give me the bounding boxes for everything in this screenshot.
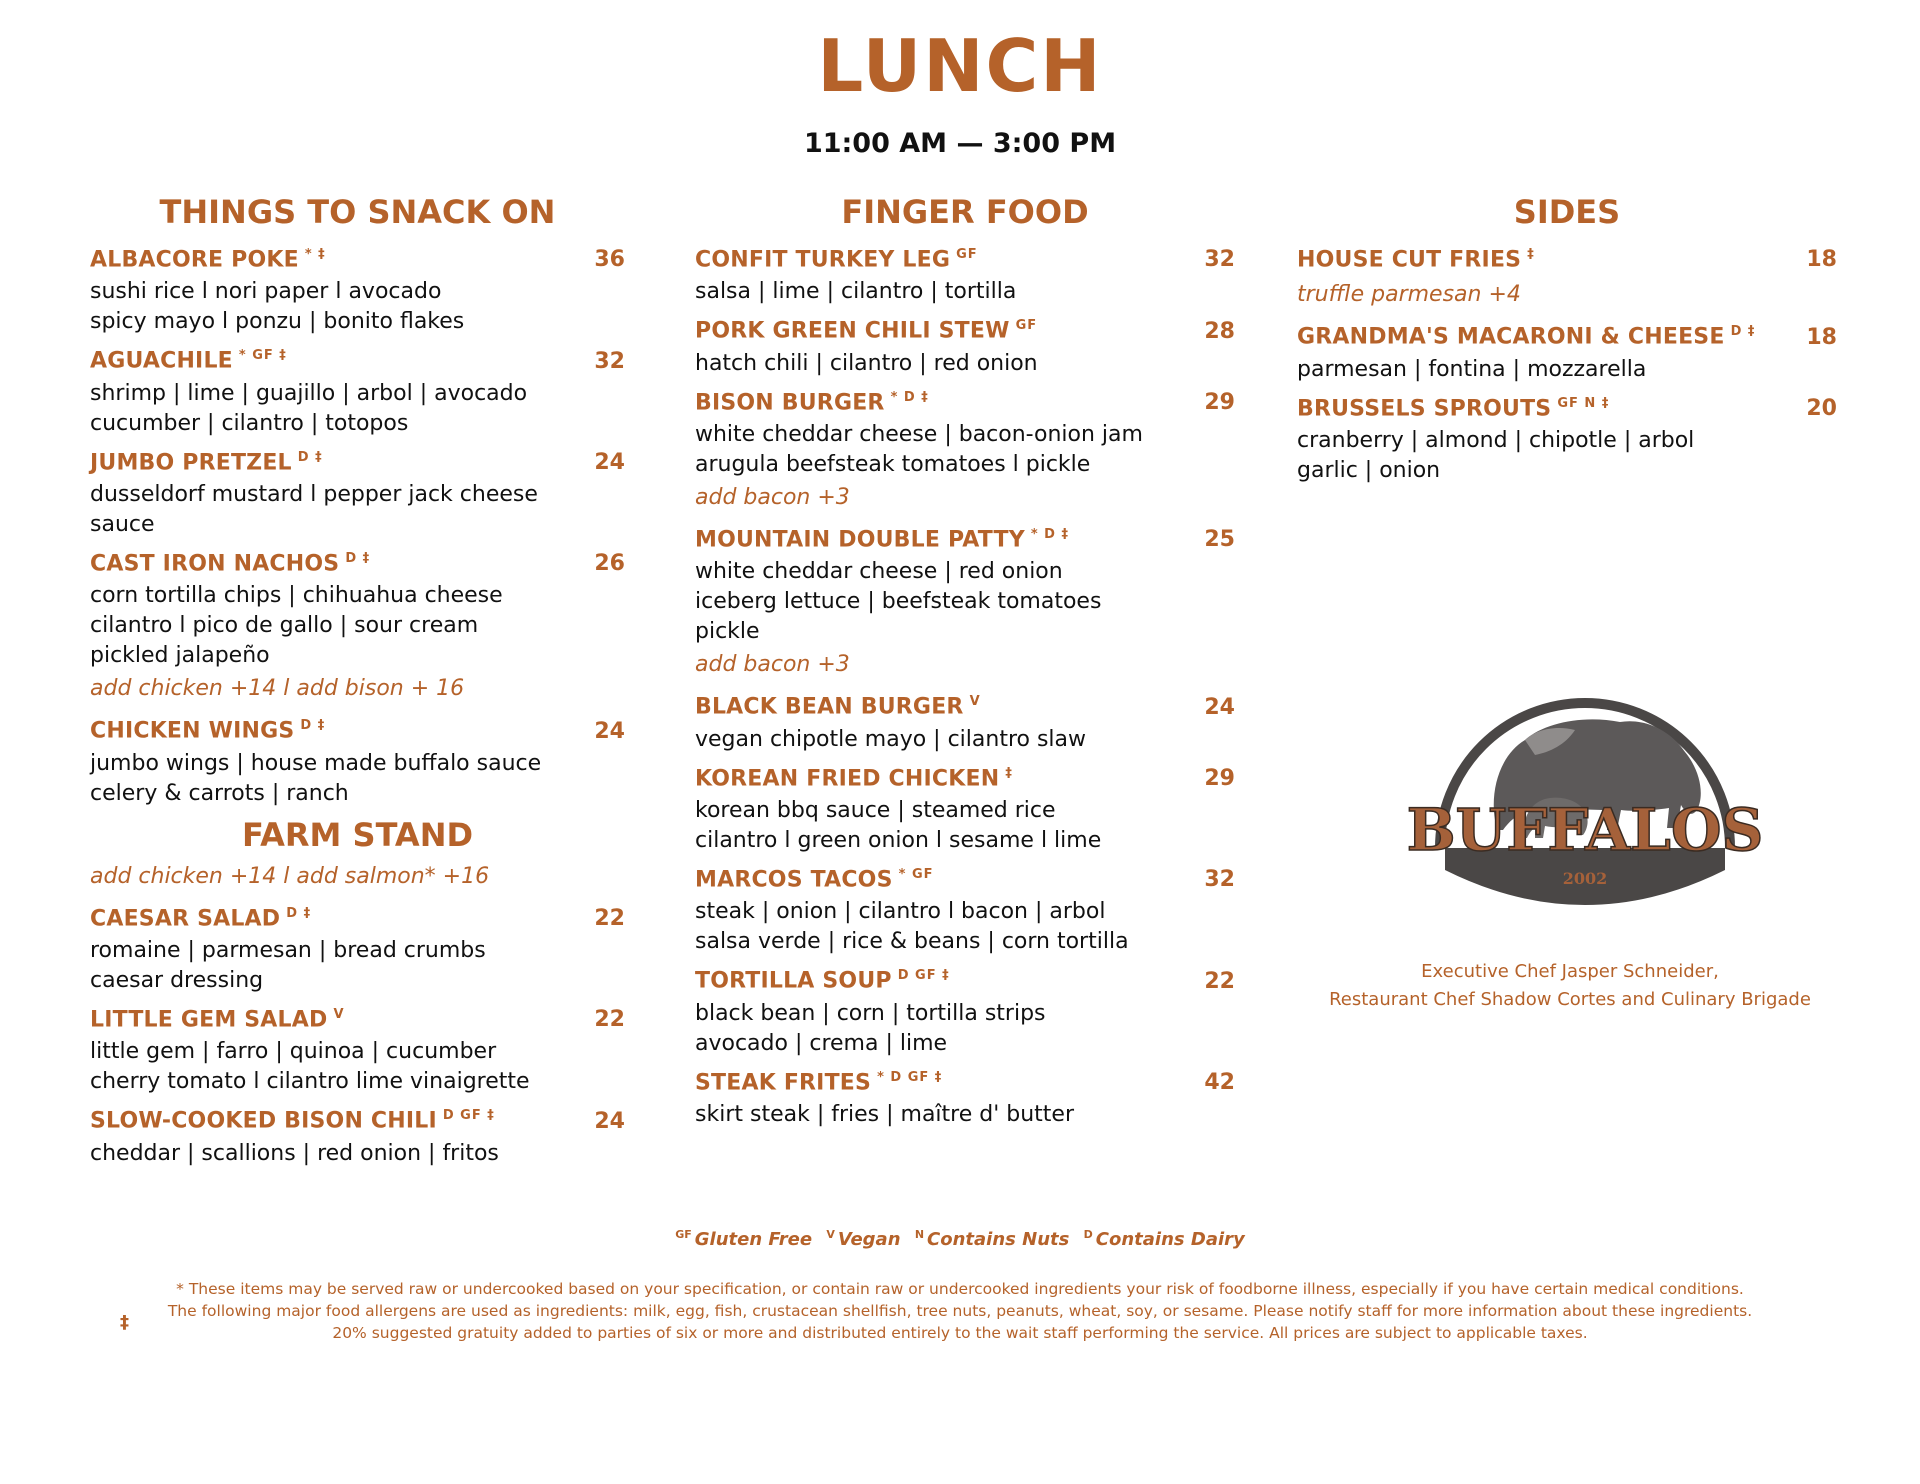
menu-item-description: black bean | corn | tortilla strips	[695, 1000, 1046, 1026]
menu-item-description: avocado | crema | lime	[695, 1030, 948, 1056]
menu-item-description: sushi rice l nori paper l avocado	[90, 279, 442, 305]
menu-item-tags: * D GF ‡	[877, 1069, 943, 1085]
menu-item-addon: add bacon +3	[695, 484, 850, 510]
menu-item-description: white cheddar cheese | red onion	[695, 559, 1063, 585]
snack-items	[90, 238, 625, 809]
footnote-gratuity: 20% suggested gratuity added to parties of six or more and distributed entirely to the wait staff performing the service. All prices are subject to applicable taxes.	[332, 1324, 1588, 1342]
menu-item-name: PORK GREEN CHILI STEW	[695, 318, 1010, 344]
menu-item-tags: * D ‡	[1030, 526, 1069, 542]
menu-item-name: GRANDMA'S MACARONI & CHEESE	[1297, 324, 1725, 350]
menu-item-description: jumbo wings | house made buffalo sauce	[90, 750, 542, 776]
menu-item-name: KOREAN FRIED CHICKEN	[695, 765, 1000, 791]
menu-item-header	[90, 542, 625, 581]
menu-item-description: pickle	[695, 619, 760, 645]
menu-item-header	[90, 238, 625, 277]
menu-item-price: 29	[1204, 765, 1235, 791]
farm-items	[90, 897, 625, 1169]
menu-item-name: MOUNTAIN DOUBLE PATTY	[695, 527, 1025, 553]
menu-item	[695, 757, 1235, 856]
menu-item-description: cranberry | almond | chipotle | arbol	[1297, 427, 1695, 453]
column-sides	[1297, 188, 1837, 486]
menu-item-addon: truffle parmesan +4	[1297, 282, 1521, 308]
menu-item-header	[695, 959, 1235, 998]
menu-item-tags: V	[333, 1006, 345, 1022]
menu-item-tags: D GF ‡	[897, 968, 950, 984]
menu-item	[1297, 387, 1837, 486]
menu-item-tags: * ‡	[304, 247, 326, 262]
menu-item-price: 25	[1204, 527, 1235, 553]
menu-item-description: garlic | onion	[1297, 457, 1441, 483]
menu-item-header	[1297, 238, 1837, 277]
menu-item-description: pickled jalapeño	[90, 643, 270, 669]
menu-item-price: 24	[594, 1108, 625, 1134]
menu-item-description: cilantro l pico de gallo | sour cream	[90, 613, 479, 639]
credits-line-2: Restaurant Chef Shadow Cortes and Culinary Brigade	[1329, 989, 1811, 1010]
sides-items	[1297, 238, 1837, 486]
menu-item-header	[695, 381, 1235, 420]
menu-item-header	[90, 1099, 625, 1138]
menu-item-name: CONFIT TURKEY LEG	[695, 247, 951, 273]
menu-item-description: steak | onion | cilantro l bacon | arbol	[695, 899, 1106, 925]
finger-items	[695, 238, 1235, 1130]
legend-contains-dairy: $^D$ Contains Dairy	[1083, 1228, 1245, 1250]
menu-item-tags: GF N ‡	[1557, 395, 1610, 411]
menu-item-description: skirt steak | fries | maître d' butter	[695, 1101, 1075, 1127]
menu-item-price: 24	[594, 449, 625, 475]
chef-credits	[1300, 958, 1840, 1014]
menu-item	[695, 238, 1235, 307]
allergen-symbol: ‡	[120, 1312, 129, 1333]
menu-item-price: 22	[594, 1007, 625, 1033]
menu-item-description: korean bbq sauce | steamed rice	[695, 797, 1056, 823]
menu-item-price: 32	[594, 348, 625, 374]
menu-item-header	[695, 858, 1235, 897]
menu-item-header	[695, 1061, 1235, 1100]
menu-item-name: LITTLE GEM SALAD	[90, 1007, 328, 1033]
menu-item-description: celery & carrots | ranch	[90, 780, 349, 806]
menu-item-description: hatch chili | cilantro | red onion	[695, 350, 1038, 376]
menu-item-price: 28	[1204, 318, 1235, 344]
menu-item-tags: ‡	[1527, 247, 1535, 262]
menu-item-name: BRUSSELS SPROUTS	[1297, 395, 1552, 421]
menu-item-description: cherry tomato l cilantro lime vinaigrette	[90, 1069, 530, 1095]
menu-item-description: arugula beefsteak tomatoes l pickle	[695, 451, 1091, 477]
menu-item	[1297, 238, 1837, 313]
menu-item-name: CAESAR SALAD	[90, 905, 281, 931]
menu-item-description: cucumber | cilantro | totopos	[90, 410, 409, 436]
footnote-allergens: The following major food allergens are used as ingredients: milk, egg, fish, crustacean shellfish, tree nuts, peanuts, wheat, soy, or sesame. Please notify staff for more information about these ingredients.	[167, 1302, 1753, 1320]
menu-item-header	[90, 897, 625, 936]
menu-item-header	[695, 685, 1235, 724]
menu-item-name: TORTILLA SOUP	[695, 968, 892, 994]
menu-item-name: SLOW-COOKED BISON CHILI	[90, 1108, 437, 1134]
menu-item-price: 18	[1806, 324, 1837, 350]
menu-item-description: vegan chipotle mayo | cilantro slaw	[695, 726, 1087, 752]
menu-item-name: ALBACORE POKE	[90, 247, 299, 273]
dietary-legend	[0, 1228, 1920, 1250]
menu-item-price: 20	[1806, 395, 1837, 421]
menu-item-price: 22	[594, 905, 625, 931]
menu-item-price: 36	[594, 247, 625, 273]
menu-item-description: parmesan | fontina | mozzarella	[1297, 356, 1647, 382]
menu-item-price: 26	[594, 551, 625, 577]
menu-item-tags: D ‡	[1730, 324, 1756, 340]
legend-gluten-free: $^{GF}$ Gluten Free	[675, 1228, 813, 1250]
menu-item	[695, 1061, 1235, 1130]
menu-item-tags: ‡	[1005, 765, 1013, 781]
menu-item-header	[90, 339, 625, 378]
menu-item-header	[695, 238, 1235, 277]
logo-wordmark: BUFFALOS	[1406, 796, 1764, 864]
menu-item-name: JUMBO PRETZEL	[90, 449, 292, 475]
menu-item-name: CAST IRON NACHOS	[90, 551, 340, 577]
menu-item	[695, 518, 1235, 683]
menu-item	[90, 238, 625, 337]
menu-title: LUNCH	[817, 24, 1103, 108]
menu-item-price: 24	[1204, 694, 1235, 720]
menu-item-description: spicy mayo l ponzu | bonito flakes	[90, 309, 465, 335]
menu-item-price: 29	[1204, 389, 1235, 415]
menu-item-description: dusseldorf mustard l pepper jack cheese	[90, 481, 538, 507]
footnote-raw-warning: * These items may be served raw or undercooked based on your specification, or contain raw or undercooked ingredients your risk of foodborne illness, especially if you have certain medical conditions.	[176, 1280, 1744, 1298]
menu-item-tags: D GF ‡	[442, 1108, 495, 1124]
farm-addon: add chicken +14 l add salmon* +16	[90, 863, 490, 889]
menu-item	[90, 709, 625, 808]
menu-item	[695, 685, 1235, 754]
legend-contains-nuts: $^N$ Contains Nuts	[914, 1228, 1070, 1250]
logo-year: 2002	[1562, 869, 1608, 888]
menu-item-price: 18	[1806, 247, 1837, 273]
menu-item-name: BLACK BEAN BURGER	[695, 694, 964, 720]
menu-item-price: 32	[1204, 867, 1235, 893]
menu-item-description: iceberg lettuce | beefsteak tomatoes	[695, 589, 1102, 615]
section-title-finger: FINGER FOOD	[841, 193, 1089, 231]
menu-item-description: corn tortilla chips | chihuahua cheese	[90, 583, 503, 609]
menu-item-name: CHICKEN WINGS	[90, 718, 295, 744]
menu-item-tags: D ‡	[345, 550, 371, 566]
menu-item-addon: add bacon +3	[695, 652, 850, 678]
menu-item-description: white cheddar cheese | bacon-onion jam	[695, 421, 1143, 447]
menu-item-tags: V	[969, 694, 981, 710]
menu-item	[90, 339, 625, 438]
menu-item	[1297, 315, 1837, 384]
menu-item-tags: D ‡	[300, 718, 326, 734]
menu-item-addon: add chicken +14 l add bison + 16	[90, 676, 465, 702]
section-title-snack: THINGS TO SNACK ON	[159, 193, 556, 231]
menu-item-name: MARCOS TACOS	[695, 867, 893, 893]
menu-item-description: sauce	[90, 511, 155, 537]
menu-item	[695, 309, 1235, 378]
menu-item-price: 32	[1204, 247, 1235, 273]
menu-item-price: 42	[1204, 1069, 1235, 1095]
menu-item-header	[90, 998, 625, 1037]
menu-item-description: little gem | farro | quinoa | cucumber	[90, 1039, 497, 1065]
menu-item	[695, 858, 1235, 957]
menu-item-header	[1297, 315, 1837, 354]
menu-item-description: cilantro l green onion l sesame l lime	[695, 827, 1102, 853]
menu-item-description: cheddar | scallions | red onion | fritos	[90, 1140, 499, 1166]
menu-item-tags: * GF ‡	[238, 348, 287, 364]
menu-item-description: salsa verde | rice & beans | corn tortilla	[695, 929, 1129, 955]
credits-line-1: Executive Chef Jasper Schneider,	[1421, 961, 1719, 982]
menu-item	[695, 959, 1235, 1058]
menu-item-name: STEAK FRITES	[695, 1069, 872, 1095]
menu-item-tags: GF	[956, 247, 978, 262]
footnotes	[0, 1278, 1920, 1344]
menu-item-description: caesar dressing	[90, 967, 264, 993]
menu-item-tags: D ‡	[297, 449, 323, 465]
menu-item-price: 24	[594, 718, 625, 744]
menu-item	[695, 381, 1235, 516]
menu-item-header	[1297, 387, 1837, 426]
legend-vegan: $^V$ Vegan	[826, 1228, 901, 1250]
menu-item-tags: GF	[1015, 318, 1038, 334]
menu-item-header	[695, 309, 1235, 348]
section-title-sides: SIDES	[1513, 193, 1621, 231]
buffalos-logo	[1385, 660, 1785, 920]
menu-item-description: shrimp | lime | guajillo | arbol | avocado	[90, 380, 528, 406]
menu-item-tags: * GF	[898, 866, 934, 882]
menu-item	[90, 542, 625, 707]
menu-item-header	[90, 709, 625, 748]
menu-item-header	[695, 518, 1235, 557]
menu-item-price: 22	[1204, 968, 1235, 994]
menu-item-header	[90, 441, 625, 480]
menu-item-description: salsa | lime | cilantro | tortilla	[695, 279, 1017, 305]
menu-item-name: HOUSE CUT FRIES	[1297, 247, 1522, 273]
menu-item	[90, 998, 625, 1097]
column-snack	[90, 188, 625, 1169]
column-finger	[695, 188, 1235, 1130]
menu-item-tags: D ‡	[286, 905, 312, 921]
menu-item-description: romaine | parmesan | bread crumbs	[90, 937, 486, 963]
service-hours: 11:00 AM — 3:00 PM	[803, 128, 1117, 159]
menu-item-header	[695, 757, 1235, 796]
menu-item	[90, 1099, 625, 1168]
menu-item-name: BISON BURGER	[695, 389, 885, 415]
menu-item	[90, 441, 625, 540]
section-title-farm: FARM STAND	[241, 815, 474, 854]
menu-item-tags: * D ‡	[890, 389, 929, 405]
menu-item	[90, 897, 625, 996]
menu-item-name: AGUACHILE	[90, 348, 233, 374]
